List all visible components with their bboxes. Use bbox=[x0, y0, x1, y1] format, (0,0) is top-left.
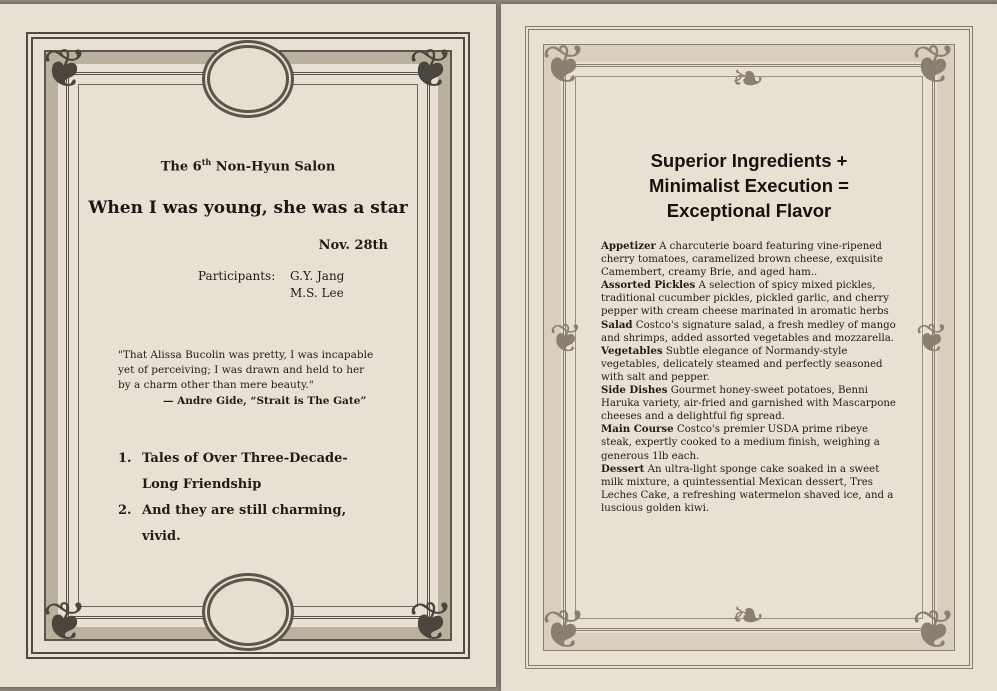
ornament-corner-icon: ❦ bbox=[541, 598, 587, 661]
ornament-corner-icon: ❦ bbox=[42, 37, 88, 100]
ornament-bottom-icon: ❧ bbox=[731, 593, 765, 639]
quote-text: "That Alissa Bucolin was pretty, I was incapable yet of perceiving; I was drawn and held to her by a charm other than mere beauty." bbox=[118, 349, 374, 391]
medallion-icon bbox=[202, 573, 294, 651]
quote-attribution: — Andre Gide, “Strait is The Gate” bbox=[163, 395, 367, 407]
menu-item-pickles: Assorted Pickles A selection of spicy mixed pickles, traditional cucumber pickles, pickled garlic, and cherry pepper with cream cheese marinated in aromatic herbs bbox=[601, 279, 889, 318]
ornament-top-icon: ❧ bbox=[731, 56, 765, 102]
ornament-corner-icon: ❦ bbox=[42, 590, 88, 653]
list-text: And they are still charming, vivid. bbox=[142, 503, 347, 544]
topic-list bbox=[118, 446, 398, 550]
salon-heading: The 6th Non-Hyun Salon bbox=[160, 157, 336, 175]
list-item bbox=[118, 498, 398, 550]
menu-item-vegetables: Vegetables Subtle elegance of Normandy-style vegetables, delicately steamed and perfectly seasoned with salt and pepper. bbox=[601, 344, 883, 383]
menu-item-dessert: Dessert An ultra-light sponge cake soaked in a sweet milk mixture, a quintessential Mexican dessert, Tres Leches Cake, a refreshing watermelon shaved ice, and a luscious golden kiwi. bbox=[601, 462, 894, 514]
event-date: Nov. 28th bbox=[318, 238, 388, 253]
ornament-corner-icon: ❦ bbox=[911, 598, 957, 661]
menu-headline: Superior Ingredients + Minimalist Execution = Exceptional Flavor bbox=[649, 150, 849, 221]
ornament-corner-icon: ❦ bbox=[408, 37, 454, 100]
menu-item-salad: Salad Costco's signature salad, a fresh medley of mango and shrimps, added assorted vegetables and mozzarella. bbox=[601, 318, 896, 344]
menu-list bbox=[601, 240, 899, 515]
menu-item-appetizer: Appetizer A charcuterie board featuring vine-ripened cherry tomatoes, caramelized brown cheese, exquisite Camembert, creamy Brie, and aged ham.. bbox=[601, 240, 883, 279]
ornament-corner-icon: ❦ bbox=[911, 33, 957, 96]
list-text: Tales of Over Three-Decade-Long Friendship bbox=[142, 451, 348, 492]
participant-name: G.Y. Jang bbox=[290, 269, 345, 283]
event-title: When I was young, she was a star bbox=[88, 198, 408, 218]
ornament-side-icon: ❦ bbox=[915, 316, 949, 362]
list-number: 2. bbox=[118, 503, 132, 518]
menu-item-main-course: Main Course Costco's premier USDA prime ribeye steak, expertly cooked to a medium finish, weighing a generous 1lb each. bbox=[601, 423, 880, 462]
ornament-corner-icon: ❦ bbox=[541, 33, 587, 96]
invitation-card-left bbox=[0, 4, 496, 687]
participant-name: M.S. Lee bbox=[290, 286, 344, 300]
menu-card-right bbox=[501, 4, 997, 691]
list-number: 1. bbox=[118, 451, 132, 466]
ornament-corner-icon: ❦ bbox=[408, 590, 454, 653]
list-item bbox=[118, 446, 398, 498]
medallion-icon bbox=[202, 40, 294, 118]
menu-item-side-dishes: Side Dishes Gourmet honey-sweet potatoes, Benni Haruka variety, air-fried and garnished with Mascarpone cheeses and a delightful fig spread. bbox=[601, 384, 896, 423]
ornament-side-icon: ❦ bbox=[549, 316, 583, 362]
participants-label: Participants: bbox=[198, 269, 276, 283]
